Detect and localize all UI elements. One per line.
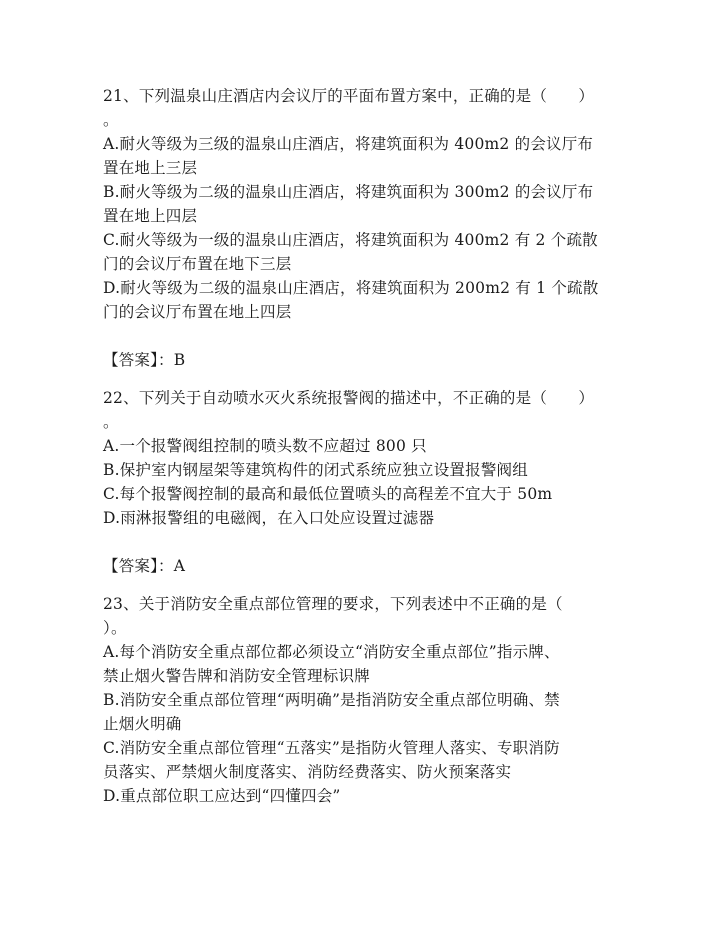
question-stem-line: ）。 (103, 619, 127, 637)
question-stem-line: 。 (103, 413, 119, 431)
option-a-line: A.耐火等级为三级的温泉山庄酒店，将建筑面积为 400m2 的会议厅布 (103, 135, 594, 153)
option-b-line: B.耐火等级为二级的温泉山庄酒店，将建筑面积为 300m2 的会议厅布 (103, 183, 594, 201)
question-stem-line: 23、关于消防安全重点部位管理的要求，下列表述中不正确的是（ (103, 595, 563, 613)
question-stem-line: 22、下列关于自动喷水灭火系统报警阀的描述中，不正确的是（ ） (103, 389, 595, 407)
option-c-line: C.耐火等级为一级的温泉山庄酒店，将建筑面积为 400m2 有 2 个疏散 (103, 231, 598, 249)
question-stem-line: 21、下列温泉山庄酒店内会议厅的平面布置方案中，正确的是（ ） (103, 87, 595, 105)
question-23 (103, 592, 623, 808)
option-b-line: 止烟火明确 (103, 715, 182, 733)
option-a-line: 置在地上三层 (103, 159, 198, 177)
option-a-line: A.一个报警阀组控制的喷头数不应超过 800 只 (103, 437, 427, 455)
option-c-line: 员落实、严禁烟火制度落实、消防经费落实、防火预案落实 (103, 763, 512, 781)
option-b-line: B.保护室内钢屋架等建筑构件的闭式系统应独立设置报警阀组 (103, 461, 528, 479)
option-c-line: 门的会议厅布置在地下三层 (103, 255, 292, 273)
option-b-line: 置在地上四层 (103, 207, 198, 225)
option-b-line: B.消防安全重点部位管理“两明确”是指消防安全重点部位明确、禁 (103, 691, 560, 709)
option-a-line: 禁止烟火警告牌和消防安全管理标识牌 (103, 667, 370, 685)
option-c-line: C.消防安全重点部位管理“五落实”是指防火管理人落实、专职消防 (103, 739, 560, 757)
answer-22: 【答案】：A (103, 557, 186, 575)
option-c-line: C.每个报警阀控制的最高和最低位置喷头的高程差不宜大于 50m (103, 485, 553, 503)
answer-21: 【答案】：B (103, 351, 186, 369)
option-d-line: D.雨淋报警组的电磁阀，在入口处应设置过滤器 (103, 509, 435, 527)
option-d-line: D.重点部位职工应达到“四懂四会” (103, 787, 341, 805)
option-d-line: D.耐火等级为二级的温泉山庄酒店，将建筑面积为 200m2 有 1 个疏散 (103, 279, 599, 297)
question-21 (103, 84, 623, 324)
option-d-line: 门的会议厅布置在地上四层 (103, 303, 292, 321)
document-page (103, 84, 623, 808)
question-22 (103, 386, 623, 530)
question-stem-line: 。 (103, 111, 119, 129)
option-a-line: A.每个消防安全重点部位都必须设立“消防安全重点部位”指示牌、 (103, 643, 560, 661)
